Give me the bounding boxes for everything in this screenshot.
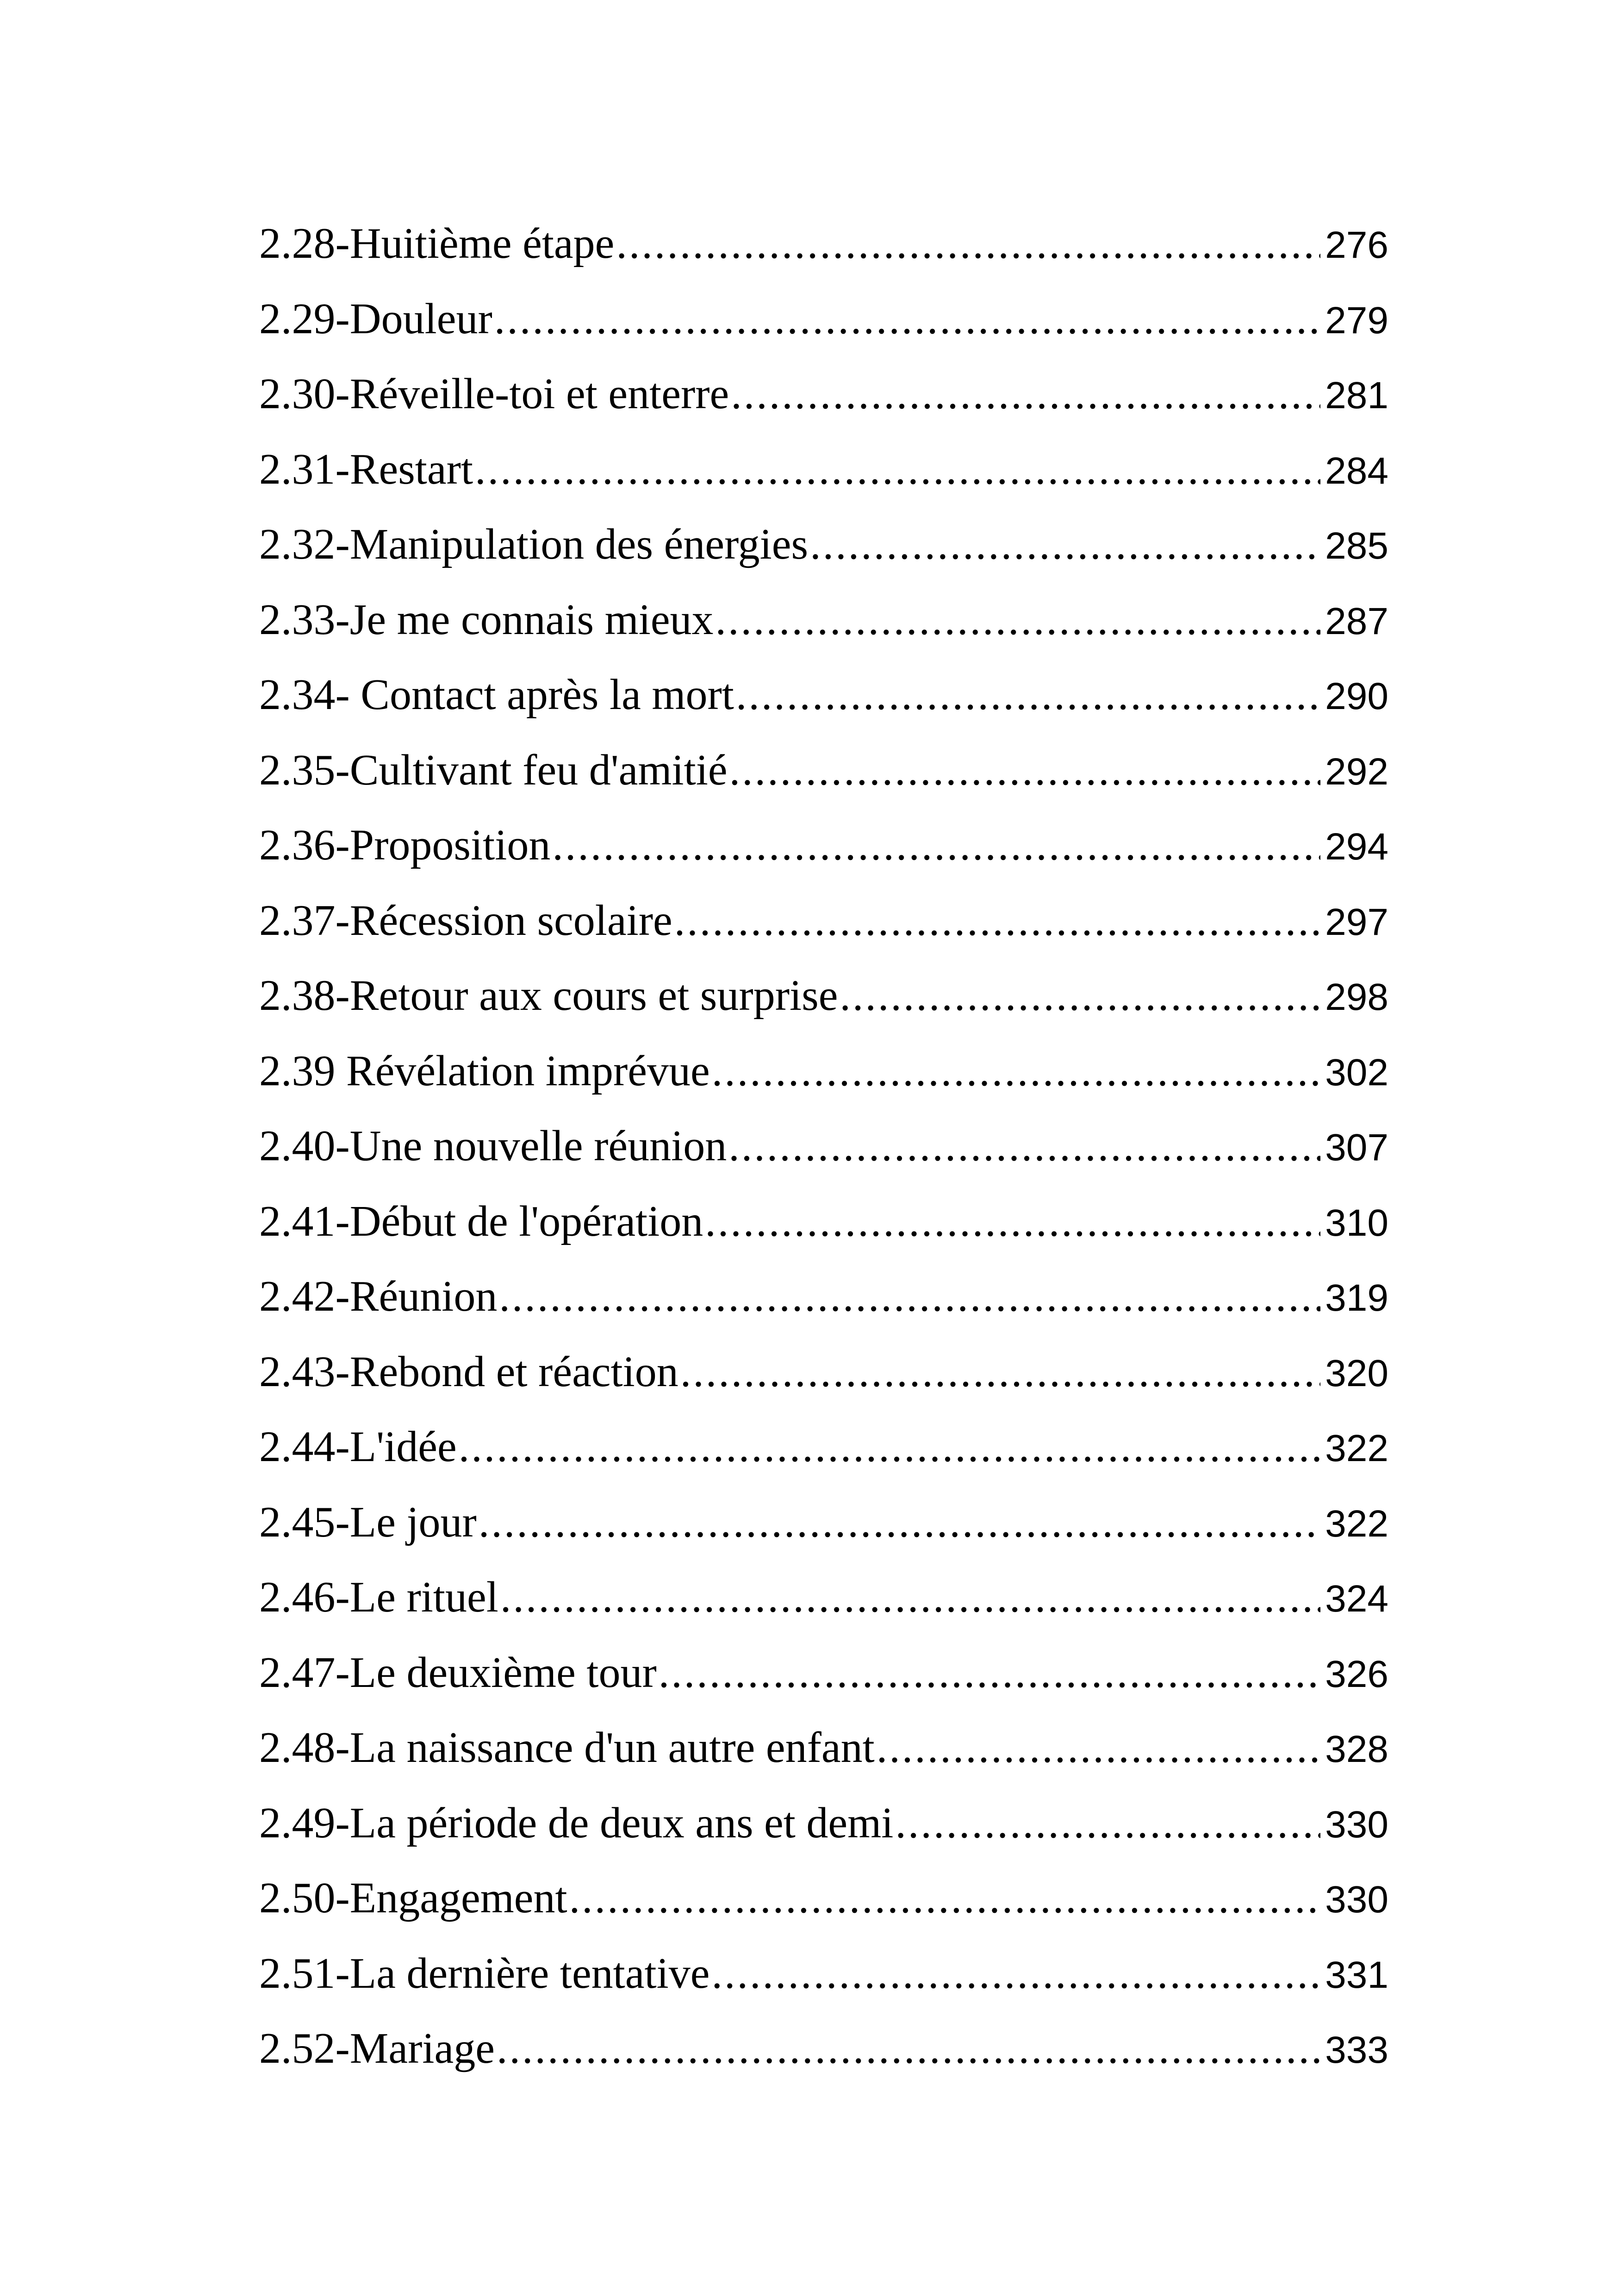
toc-entry-title: 2.34- Contact après la mort: [259, 671, 734, 719]
toc-entry-page-number: 333: [1325, 2029, 1388, 2071]
toc-entry: [259, 808, 1388, 883]
toc-entry-title: 2.46-Le rituel: [259, 1573, 498, 1621]
toc-entry-page-number: 320: [1325, 1352, 1388, 1394]
toc-entry-title: 2.33-Je me connais mieux: [259, 595, 714, 644]
toc-entry-page-number: 319: [1325, 1277, 1388, 1319]
toc-entry: [259, 1560, 1388, 1635]
toc-entry-page-number: 331: [1325, 1954, 1388, 1996]
toc-entry-page-number: 284: [1325, 449, 1388, 492]
toc-entry-title: 2.48-La naissance d'un autre enfant: [259, 1724, 875, 1772]
toc-entry-title: 2.42-Réunion: [259, 1272, 498, 1320]
toc-entry-title: 2.51-La dernière tentative: [259, 1949, 710, 1997]
dot-leader: [616, 206, 1320, 281]
dot-leader: [711, 1936, 1320, 2011]
toc-entry: [259, 1334, 1388, 1410]
toc-entry-title: 2.41-Début de l'opération: [259, 1197, 703, 1245]
dot-leader: [810, 507, 1320, 582]
toc-entry: [259, 582, 1388, 658]
toc-entry-title: 2.32-Manipulation des énergies: [259, 520, 809, 568]
dot-leader: [712, 1033, 1320, 1109]
toc-entry-title: 2.31-Restart: [259, 445, 473, 493]
toc-entry-page-number: 285: [1325, 525, 1388, 567]
toc-entry: [259, 432, 1388, 507]
dot-leader: [479, 1485, 1320, 1560]
toc-entry-page-number: 276: [1325, 224, 1388, 266]
toc-entry: [259, 733, 1388, 808]
toc-entry-page-number: 324: [1325, 1578, 1388, 1620]
toc-entry-page-number: 297: [1325, 901, 1388, 943]
toc-entry-page-number: 322: [1325, 1427, 1388, 1469]
toc-entry-title: 2.39 Révélation imprévue: [259, 1046, 710, 1095]
toc-entry-title: 2.38-Retour aux cours et surprise: [259, 971, 838, 1020]
dot-leader: [494, 281, 1320, 357]
toc-entry-page-number: 328: [1325, 1728, 1388, 1770]
toc-entry-title: 2.40-Une nouvelle réunion: [259, 1122, 727, 1170]
dot-leader: [731, 356, 1320, 432]
dot-leader: [840, 958, 1320, 1033]
toc-entry-page-number: 326: [1325, 1653, 1388, 1695]
toc-entry-page-number: 281: [1325, 374, 1388, 417]
dot-leader: [659, 1635, 1320, 1711]
toc-entry: [259, 356, 1388, 432]
toc-entry: [259, 2011, 1388, 2086]
toc-entry-title: 2.49-La période de deux ans et demi: [259, 1798, 894, 1847]
toc-entry-title: 2.52-Mariage: [259, 2024, 495, 2072]
dot-leader: [729, 733, 1321, 808]
toc-entry: [259, 1259, 1388, 1334]
dot-leader: [500, 1560, 1320, 1635]
toc-entry: [259, 206, 1388, 281]
toc-entry-page-number: 294: [1325, 826, 1388, 868]
toc-entry-page-number: 290: [1325, 675, 1388, 717]
toc-entry: [259, 1635, 1388, 1711]
toc-entry: [259, 1786, 1388, 1861]
toc-entry: [259, 1409, 1388, 1485]
toc-entry-title: 2.35-Cultivant feu d'amitié: [259, 746, 728, 794]
toc-entry: [259, 1936, 1388, 2011]
dot-leader: [895, 1786, 1320, 1861]
dot-leader: [552, 808, 1320, 883]
dot-leader: [569, 1860, 1321, 1936]
dot-leader: [475, 432, 1320, 507]
dot-leader: [877, 1710, 1320, 1786]
dot-leader: [716, 582, 1321, 658]
toc-entry: [259, 883, 1388, 958]
toc-entry: [259, 1710, 1388, 1786]
toc-entry: [259, 657, 1388, 733]
toc-entry-title: 2.37-Récession scolaire: [259, 896, 672, 945]
toc-entry-page-number: 322: [1325, 1502, 1388, 1545]
table-of-contents: [259, 206, 1388, 2086]
dot-leader: [728, 1108, 1320, 1184]
dot-leader: [674, 883, 1320, 958]
toc-entry-page-number: 298: [1325, 976, 1388, 1018]
toc-entry-title: 2.29-Douleur: [259, 294, 492, 343]
toc-entry: [259, 1860, 1388, 1936]
toc-entry-title: 2.36-Proposition: [259, 821, 551, 869]
toc-entry: [259, 958, 1388, 1033]
toc-entry-page-number: 287: [1325, 600, 1388, 642]
toc-entry-page-number: 310: [1325, 1201, 1388, 1244]
toc-entry: [259, 1184, 1388, 1259]
toc-entry-page-number: 279: [1325, 299, 1388, 342]
dot-leader: [459, 1409, 1320, 1485]
toc-entry: [259, 1485, 1388, 1560]
dot-leader: [497, 2011, 1320, 2086]
dot-leader: [680, 1334, 1320, 1410]
toc-entry-page-number: 330: [1325, 1879, 1388, 1921]
toc-entry-title: 2.45-Le jour: [259, 1498, 477, 1546]
toc-entry-title: 2.44-L'idée: [259, 1423, 457, 1471]
toc-entry-title: 2.47-Le deuxième tour: [259, 1648, 657, 1697]
toc-entry-title: 2.43-Rebond et réaction: [259, 1347, 678, 1396]
toc-entry: [259, 1033, 1388, 1109]
toc-entry-title: 2.50-Engagement: [259, 1874, 567, 1922]
toc-entry-page-number: 307: [1325, 1126, 1388, 1169]
dot-leader: [705, 1184, 1320, 1259]
toc-entry-page-number: 302: [1325, 1051, 1388, 1094]
toc-entry-title: 2.28-Huitième étape: [259, 219, 615, 268]
toc-entry: [259, 281, 1388, 357]
toc-entry: [259, 1108, 1388, 1184]
toc-entry-page-number: 292: [1325, 750, 1388, 793]
toc-entry-title: 2.30-Réveille-toi et enterre: [259, 370, 729, 418]
toc-entry-page-number: 330: [1325, 1803, 1388, 1846]
dot-leader: [736, 657, 1320, 733]
toc-entry: [259, 507, 1388, 582]
dot-leader: [499, 1259, 1320, 1334]
